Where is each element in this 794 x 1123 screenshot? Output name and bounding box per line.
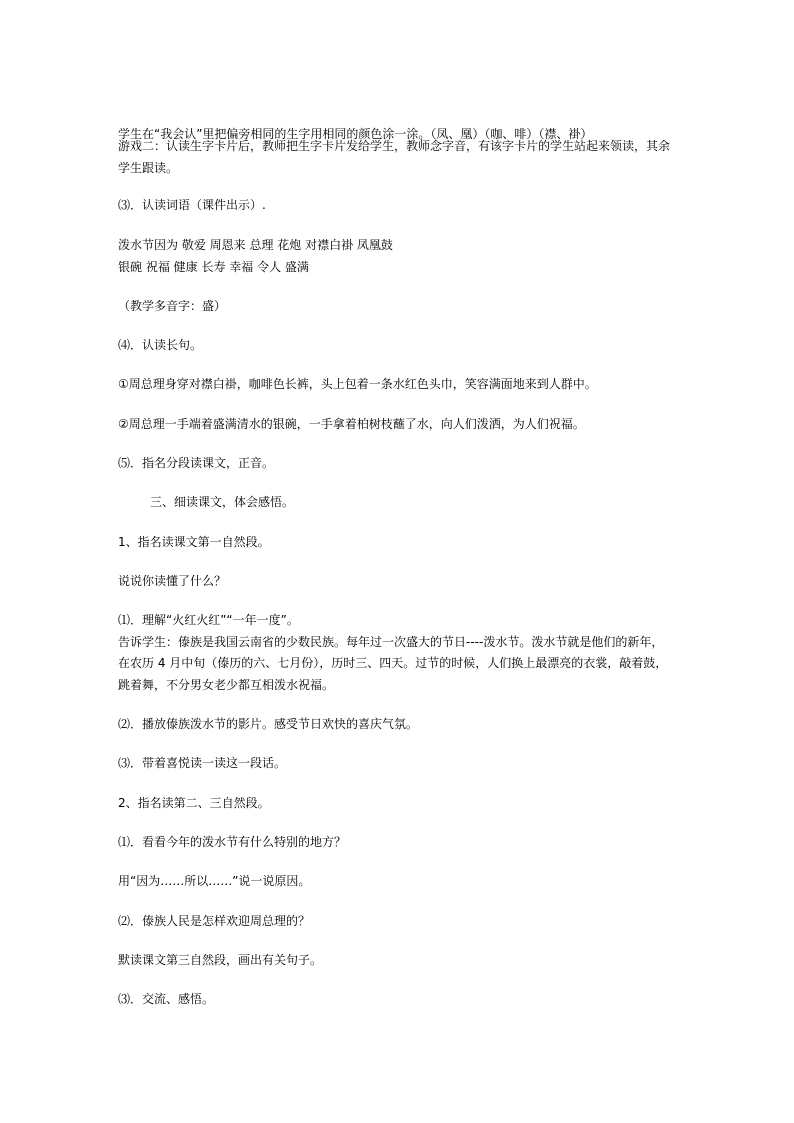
paragraph-line: ⑶．认读词语（课件出示）. [118, 198, 266, 212]
section-heading: 三、细读课文，体会感悟。 [150, 495, 295, 509]
paragraph-line: ⑵．播放傣族泼水节的影片。感受节日欢快的喜庆气氛。 [118, 717, 419, 731]
paragraph-line: 告诉学生：傣族是我国云南省的少数民族。每年过一次盛大的节日----泼水节。泼水节就是他们的新年， [118, 635, 664, 649]
paragraph-line: ⑸．指名分段读课文，正音。 [118, 456, 275, 470]
paragraph-line: 学生在“我会认”里把偏旁相同的生字用相同的颜色涂一涂。（凤、凰）（咖、啡）（襟、褂） [118, 127, 593, 141]
paragraph-line: 1、指名读课文第一自然段。 [118, 535, 270, 549]
paragraph-line: ⑶．交流、感悟。 [118, 992, 215, 1006]
paragraph-line: ②周总理一手端着盛满清水的银碗，一手拿着柏树枝蘸了水，向人们泼洒，为人们祝福。 [118, 417, 585, 431]
paragraph-line: 在农历 4 月中旬（傣历的六、七月份），历时三、四天。过节的时候，人们换上最漂亮的衣裳，敲着鼓， [118, 656, 668, 670]
paragraph-line: ⑵．傣族人民是怎样欢迎周总理的？ [118, 914, 311, 928]
paragraph-line: （教学多音字：盛） [118, 299, 227, 313]
paragraph-line: 默读课文第三自然段，画出有关句子。 [118, 953, 323, 967]
paragraph-line: 银碗 祝福 健康 长寿 幸福 令人 盛满 [118, 260, 309, 274]
paragraph-line: ①周总理身穿对襟白褂，咖啡色长裤，头上包着一条水红色头巾，笑容满面地来到人群中。 [118, 377, 597, 391]
paragraph-line: 学生跟读。 [118, 161, 179, 175]
paragraph-line: 跳着舞，不分男女老少都互相泼水祝福。 [118, 678, 335, 692]
paragraph-line: ⑶．带着喜悦读一读这一段话。 [118, 756, 287, 770]
paragraph-line: 说说你读懂了什么？ [118, 574, 227, 588]
paragraph-line: ⑴．看看今年的泼水节有什么特别的地方？ [118, 835, 347, 849]
paragraph-line: ⑴．理解“火红火红”“一年一度”。 [118, 613, 299, 627]
paragraph-line: ⑷．认读长句。 [118, 338, 203, 352]
paragraph-line: 2、指名读第二、三自然段。 [118, 796, 270, 810]
paragraph-line: 用“因为……所以……”说一说原因。 [118, 874, 311, 888]
paragraph-line: 泼水节因为 敬爱 周恩来 总理 花炮 对襟白褂 凤凰鼓 [118, 238, 393, 252]
paragraph-line: 游戏二：认读生字卡片后，教师把生字卡片发给学生，教师念字音，有该字卡片的学生站起来领读，其余 [118, 139, 671, 153]
